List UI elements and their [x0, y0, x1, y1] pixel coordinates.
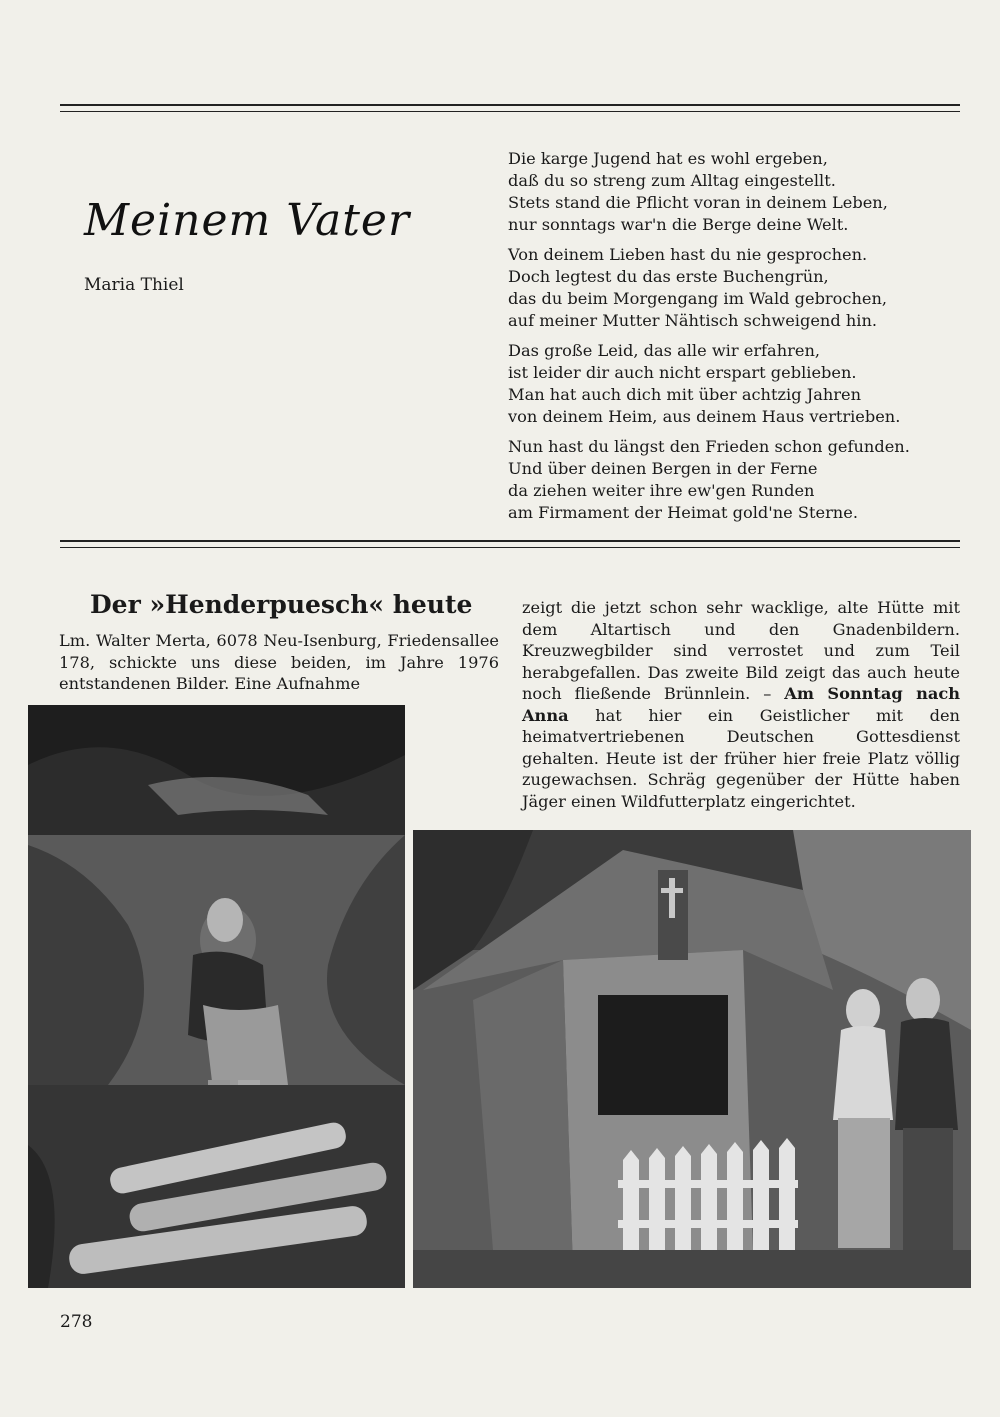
- photo-shrine-hut-image: [413, 830, 971, 1288]
- poem-stanza: [508, 244, 960, 332]
- poem-line: das du beim Morgengang im Wald gebrochen,: [508, 289, 888, 308]
- article-body-text: hat hier ein Geistlicher mit den heimatvertriebenen Deutschen Gottesdienst gehalten. Heute ist der früher hier freie Platz völlig zugewachsen. Schräg gegenüber der Hütte haben Jäger einen Wildfutterplatz eingerichtet.: [522, 705, 960, 811]
- section-rule: [60, 540, 960, 542]
- article-body: [522, 597, 960, 812]
- article-headline: Der »Henderpuesch« heute: [90, 590, 473, 619]
- top-rule-thin: [60, 111, 960, 112]
- poem-line: Von deinem Lieben hast du nie gesprochen.: [508, 245, 868, 264]
- poem: [508, 148, 960, 532]
- article-intro: Lm. Walter Merta, 6078 Neu-Isenburg, Friedensallee 178, schickte uns diese beiden, im Jahre 1976 entstandenen Bilder. Eine Aufnahme: [59, 631, 499, 693]
- photo-shrine-hut: [413, 830, 971, 1288]
- poem-line: Man hat auch dich mit über achtzig Jahren: [508, 385, 862, 404]
- poem-line: auf meiner Mutter Nähtisch schweigend hin.: [508, 311, 878, 330]
- photo-spring-image: [28, 705, 405, 1288]
- poem-line: ist leider dir auch nicht erspart geblieben.: [508, 363, 857, 382]
- poem-line: von deinem Heim, aus deinem Haus vertrieben.: [508, 407, 901, 426]
- article-body-bold: Am Sonntag nach Anna: [522, 684, 961, 725]
- poem-line: daß du so streng zum Alltag eingestellt.: [508, 171, 836, 190]
- poem-line: am Firmament der Heimat gold'ne Sterne.: [508, 503, 858, 522]
- section-rule-thin: [60, 547, 960, 548]
- poem-line: Und über deinen Bergen in der Ferne: [508, 459, 818, 478]
- poem-author: Maria Thiel: [84, 275, 184, 295]
- article-body-text: zeigt die jetzt schon sehr wacklige, alte Hütte mit dem Altartisch und den Gnadenbildern. Kreuzwegbilder sind verrostet und zum Teil herabgefallen. Das zweite Bild zeigt das auch heute noch fließende Brünnlein. –: [522, 598, 960, 703]
- poem-line: da ziehen weiter ihre ew'gen Runden: [508, 481, 815, 500]
- poem-stanza: [508, 148, 960, 236]
- top-rule: [60, 104, 960, 106]
- poem-line: nur sonntags war'n die Berge deine Welt.: [508, 215, 849, 234]
- poem-line: Das große Leid, das alle wir erfahren,: [508, 341, 821, 360]
- poem-line: Stets stand die Pflicht voran in deinem Leben,: [508, 193, 888, 212]
- poem-line: Doch legtest du das erste Buchengrün,: [508, 267, 829, 286]
- poem-stanza: [508, 436, 960, 524]
- photo-spring: [28, 705, 405, 1288]
- poem-title: Meinem Vater: [84, 195, 410, 246]
- poem-line: Nun hast du längst den Frieden schon gefunden.: [508, 437, 910, 456]
- poem-stanza: [508, 340, 960, 428]
- poem-line: Die karge Jugend hat es wohl ergeben,: [508, 149, 828, 168]
- page-number: 278: [60, 1312, 93, 1332]
